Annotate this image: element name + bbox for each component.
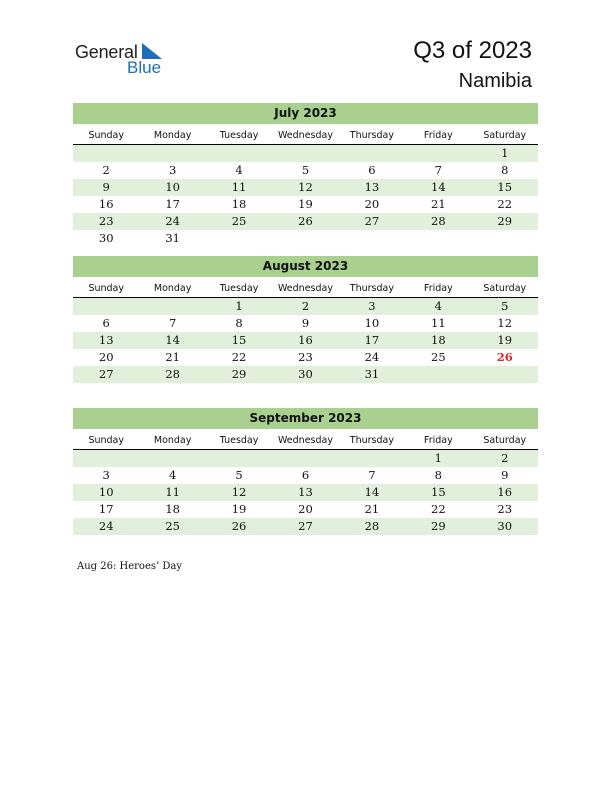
week-row [73, 518, 538, 535]
date-cell: 30 [497, 519, 513, 533]
date-cell [472, 230, 538, 247]
date-cell: 23 [98, 214, 114, 228]
date-cell: 25 [431, 350, 446, 364]
date-cell [73, 298, 139, 315]
date-cell: 17 [364, 333, 380, 347]
holiday-notes: Aug 26: Heroes’ Day [77, 561, 182, 572]
date-cell: 22 [497, 197, 513, 211]
logo [75, 42, 175, 78]
date-cell: 24 [98, 519, 114, 533]
date-cell: 26 [231, 519, 247, 533]
weekday-label: Friday [423, 283, 453, 294]
date-cell [405, 366, 471, 383]
date-cell: 15 [231, 333, 247, 347]
date-cell: 25 [231, 214, 247, 228]
date-cell: 26 [298, 214, 313, 228]
weekday-label: Monday [153, 130, 192, 141]
date-cell: 29 [497, 214, 513, 228]
date-cell: 12 [298, 180, 313, 194]
date-cell: 2 [301, 299, 310, 313]
week-row [73, 145, 538, 162]
date-cell [339, 145, 405, 162]
date-cell: 28 [364, 519, 380, 533]
date-cell [139, 450, 205, 467]
weekday-label: Wednesday [277, 283, 333, 294]
date-cell: 6 [102, 316, 110, 330]
date-cell [139, 298, 205, 315]
month-september [73, 408, 538, 535]
weekday-label: Wednesday [277, 435, 333, 446]
date-cell: 11 [231, 180, 247, 194]
date-cell: 10 [98, 485, 114, 499]
week-row [73, 332, 538, 349]
month-grid [73, 433, 538, 535]
date-cell: 20 [364, 197, 380, 211]
week-row [73, 467, 538, 484]
date-cell: 13 [364, 180, 380, 194]
date-cell: 15 [497, 180, 513, 194]
date-cell: 31 [364, 367, 380, 381]
date-cell: 24 [165, 214, 180, 228]
holiday-date-cell: 26 [496, 350, 513, 364]
week-row [73, 213, 538, 230]
date-cell [73, 145, 139, 162]
date-cell: 31 [165, 231, 180, 245]
date-cell: 27 [98, 367, 114, 381]
weekday-label: Saturday [483, 283, 527, 294]
date-cell: 22 [431, 502, 446, 516]
date-cell: 3 [102, 468, 110, 482]
week-row [73, 501, 538, 518]
week-row [73, 349, 538, 366]
month-header: August 2023 [73, 256, 538, 277]
date-cell: 3 [168, 163, 177, 177]
date-cell: 5 [235, 468, 243, 482]
date-cell [272, 145, 338, 162]
date-cell: 21 [431, 197, 446, 211]
weekday-label: Sunday [88, 435, 124, 446]
date-cell: 5 [301, 163, 310, 177]
date-cell: 17 [165, 197, 180, 211]
date-cell [206, 230, 272, 247]
date-cell: 13 [98, 333, 114, 347]
date-cell: 12 [497, 316, 513, 330]
date-cell: 21 [165, 350, 180, 364]
date-cell: 12 [231, 485, 247, 499]
week-row [73, 298, 538, 315]
date-cell: 6 [368, 163, 376, 177]
date-cell [73, 450, 139, 467]
date-cell [405, 145, 471, 162]
date-cell: 16 [98, 197, 114, 211]
weekday-label: Tuesday [219, 283, 259, 294]
date-cell: 18 [431, 333, 446, 347]
country-subtitle: Namibia [458, 70, 532, 92]
weekday-label: Saturday [483, 435, 527, 446]
date-cell: 24 [364, 350, 380, 364]
weekday-label: Friday [423, 435, 453, 446]
date-cell: 10 [364, 316, 380, 330]
date-cell [405, 230, 471, 247]
date-cell: 4 [235, 163, 243, 177]
weekday-header-row [73, 281, 538, 298]
date-cell: 2 [102, 163, 110, 177]
date-cell: 11 [165, 485, 180, 499]
date-cell [339, 450, 405, 467]
date-cell: 4 [434, 299, 442, 313]
date-cell: 30 [98, 231, 114, 245]
logo-text-blue: Blue [127, 58, 162, 77]
date-cell: 3 [368, 299, 376, 313]
week-row [73, 315, 538, 332]
weekday-label: Monday [153, 283, 192, 294]
date-cell [272, 450, 338, 467]
date-cell: 9 [501, 468, 509, 482]
date-cell: 7 [168, 316, 177, 330]
date-cell: 29 [231, 367, 247, 381]
weekday-label: Tuesday [219, 435, 259, 446]
date-cell: 16 [497, 485, 513, 499]
date-cell [339, 230, 405, 247]
logo-triangle-icon [142, 43, 162, 59]
month-july [73, 103, 538, 247]
date-cell: 1 [434, 451, 442, 465]
week-row [73, 450, 538, 467]
weekday-header-row [73, 433, 538, 450]
date-cell [272, 230, 338, 247]
weekday-label: Sunday [88, 283, 124, 294]
date-cell: 20 [298, 502, 313, 516]
weekday-label: Saturday [483, 130, 527, 141]
date-cell: 20 [98, 350, 114, 364]
date-cell: 8 [501, 163, 509, 177]
date-cell: 8 [434, 468, 442, 482]
date-cell: 13 [298, 485, 313, 499]
date-cell: 23 [298, 350, 313, 364]
date-cell: 5 [501, 299, 509, 313]
date-cell: 28 [431, 214, 446, 228]
date-cell [206, 450, 272, 467]
week-row [73, 196, 538, 213]
date-cell: 4 [168, 468, 177, 482]
date-cell: 7 [368, 468, 376, 482]
date-cell: 15 [431, 485, 446, 499]
date-cell: 23 [497, 502, 513, 516]
week-row [73, 179, 538, 196]
date-cell: 18 [165, 502, 180, 516]
date-cell: 27 [298, 519, 313, 533]
weekday-label: Thursday [349, 130, 394, 141]
logo-text-general: General [75, 42, 138, 62]
weekday-label: Tuesday [219, 130, 259, 141]
weekday-label: Friday [423, 130, 453, 141]
date-cell: 2 [501, 451, 509, 465]
date-cell: 17 [98, 502, 114, 516]
date-cell: 7 [434, 163, 442, 177]
weekday-label: Monday [153, 435, 192, 446]
week-row [73, 162, 538, 179]
date-cell [472, 366, 538, 383]
date-cell: 16 [298, 333, 313, 347]
page-title: Q3 of 2023 [413, 37, 532, 64]
date-cell: 14 [431, 180, 446, 194]
weekday-label: Wednesday [277, 130, 333, 141]
month-grid [73, 281, 538, 383]
date-cell: 30 [298, 367, 313, 381]
month-grid [73, 128, 538, 247]
date-cell: 8 [235, 316, 243, 330]
date-cell: 18 [231, 197, 247, 211]
date-cell [206, 145, 272, 162]
date-cell: 1 [235, 299, 243, 313]
date-cell: 10 [165, 180, 180, 194]
date-cell: 14 [165, 333, 180, 347]
weekday-header-row [73, 128, 538, 145]
month-header: September 2023 [73, 408, 538, 429]
weekday-label: Thursday [349, 283, 394, 294]
date-cell: 25 [165, 519, 180, 533]
date-cell: 9 [102, 180, 110, 194]
date-cell: 22 [231, 350, 247, 364]
date-cell: 21 [364, 502, 380, 516]
date-cell: 27 [364, 214, 380, 228]
date-cell: 1 [501, 146, 509, 160]
weekday-label: Thursday [349, 435, 394, 446]
date-cell: 29 [431, 519, 446, 533]
date-cell: 19 [298, 197, 313, 211]
date-cell: 6 [301, 468, 310, 482]
date-cell: 19 [497, 333, 513, 347]
week-row [73, 366, 538, 383]
date-cell [139, 145, 205, 162]
week-row [73, 230, 538, 247]
date-cell: 9 [301, 316, 310, 330]
month-august [73, 256, 538, 383]
date-cell: 11 [431, 316, 446, 330]
date-cell: 28 [165, 367, 180, 381]
weekday-label: Sunday [88, 130, 124, 141]
date-cell: 14 [364, 485, 380, 499]
week-row [73, 484, 538, 501]
date-cell: 19 [231, 502, 247, 516]
month-header: July 2023 [73, 103, 538, 124]
